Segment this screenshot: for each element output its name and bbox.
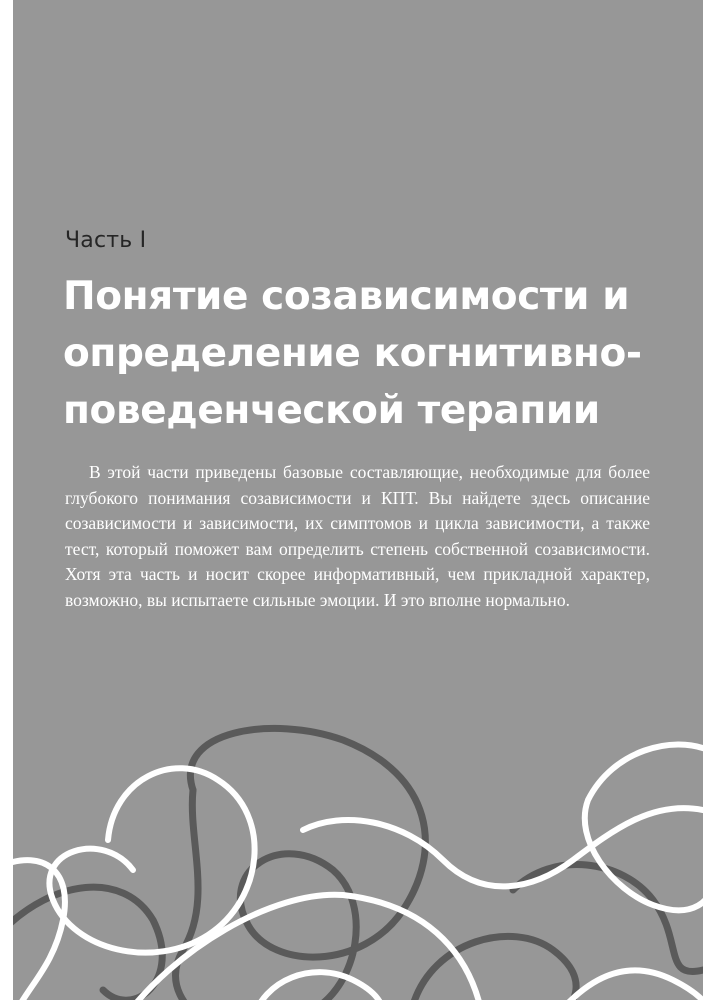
white-loop-2 [13,860,65,1000]
part-title-line-3: поведенческой терапии [63,388,600,433]
decorative-loops-illustration [13,720,703,1000]
part-title-line-1: Понятие созависимости и [63,274,630,319]
white-loop-7 [253,972,383,1000]
white-loop-4 [303,808,703,886]
dark-loop-5 [176,790,203,1000]
dark-loop-3 [413,936,576,1000]
dark-loop-2 [190,728,425,1000]
chapter-opener-page [13,0,703,1000]
part-title [63,268,683,439]
intro-paragraph: В этой части приведены базовые составляющие, необходимые для более глубокого понимания созависимости и КПТ. Вы найдете здесь описание созависимости и зависимости, их симптомов и цикла зависимости, а также тест, который поможет вам определить степень собственной созависимости. Хотя эта часть и носит скорее информативный, чем прикладной характер, возможно, вы испытаете сильные эмоции. И это вполне нормально. [65,462,650,610]
part-label: Часть I [65,228,147,253]
part-title-line-2: определение когнитивно- [63,331,642,376]
